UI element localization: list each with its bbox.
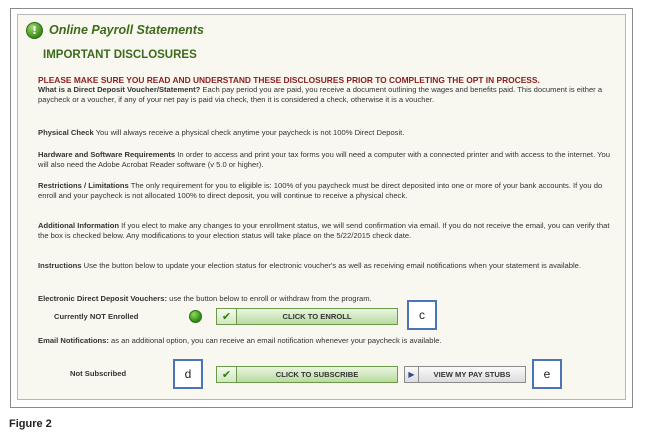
subscribe-button-label: CLICK TO SUBSCRIBE (275, 370, 359, 379)
check-icon: ✔ (217, 309, 237, 324)
disclosure-text: You will always receive a physical check anytime your paycheck is not 100% Direct Deposit. (93, 128, 405, 137)
disclosure-text: Use the button below to update your election status for electronic voucher's as well as receiving email notifications when your statement is available. (81, 261, 581, 270)
check-icon: ✔ (217, 367, 237, 382)
disclosure-email (38, 336, 613, 346)
enroll-status-label: Currently NOT Enrolled (54, 312, 139, 321)
disclosure-heading: Restrictions / Limitations (38, 181, 129, 190)
disclosure-heading: Hardware and Software Requirements (38, 150, 176, 159)
disclosure-restrictions (38, 181, 613, 201)
enroll-status-indicator (189, 310, 202, 323)
disclosure-text: The only requirement for you to eligible is: 100% of you paycheck must be direct deposited into one or more of your bank accounts. If you do enroll and your paycheck is not allocated 100% to direct deposit, you will continue to receive a physical check. (38, 181, 603, 200)
callout-c: c (407, 300, 437, 330)
callout-d: d (173, 359, 203, 389)
disclosure-heading: What is a Direct Deposit Voucher/Statement? (38, 85, 201, 94)
subscribe-status-label: Not Subscribed (70, 369, 127, 378)
disclosure-text: Each pay period you are paid, you receive a document outlining the wages and benefits paid. This document is either a paycheck or a voucher, if any of your net pay is paid via check, then it is considered a check, otherwise it is a voucher. (38, 85, 603, 104)
subscribe-button[interactable] (216, 366, 398, 383)
disclosure-text: use the button below to enroll or withdraw from the program. (167, 294, 372, 303)
view-pay-stubs-label: VIEW MY PAY STUBS (433, 370, 511, 379)
disclosure-heading: Additional Information (38, 221, 119, 230)
disclosure-direct-deposit (38, 85, 613, 105)
warning-text: PLEASE MAKE SURE YOU READ AND UNDERSTAND THESE DISCLOSURES PRIOR TO COMPLETING THE OPT IN PROCESS. (38, 75, 540, 85)
arrow-right-icon: ▶ (405, 367, 419, 382)
disclosure-hardware (38, 150, 613, 170)
disclosure-text: as an additional option, you can receive an email notification whenever your paycheck is available. (108, 336, 442, 345)
enroll-button-label: CLICK TO ENROLL (282, 312, 352, 321)
disclosure-physical-check (38, 128, 613, 138)
disclosure-heading: Physical Check (38, 128, 94, 137)
enroll-button[interactable] (216, 308, 398, 325)
disclosure-edv (38, 294, 613, 304)
callout-e: e (532, 359, 562, 389)
panel-header (26, 19, 204, 41)
info-icon: ! (26, 22, 43, 39)
disclosure-text: If you elect to make any changes to your enrollment status, we will send confirmation via email. If you do not receive the email, you can verify that the box is checked below. Any modifications to your election status will take place on the 5/22/2015 check date. (38, 221, 610, 240)
disclosure-heading: Instructions (38, 261, 82, 270)
disclosure-instructions (38, 261, 613, 271)
disclosure-text: In order to access and print your tax forms you will need a computer with a connected printer and with access to the internet. You will also need the Adobe Acrobat Reader software (v 5.0 or higher). (38, 150, 610, 169)
disclosure-heading: Email Notifications: (38, 336, 109, 345)
figure-caption: Figure 2 (9, 418, 52, 430)
section-title: IMPORTANT DISCLOSURES (43, 49, 197, 61)
disclosure-heading: Electronic Direct Deposit Vouchers: (38, 294, 167, 303)
payroll-panel (17, 14, 626, 400)
disclosure-additional (38, 221, 613, 241)
figure-frame (10, 8, 633, 408)
view-pay-stubs-button[interactable] (404, 366, 526, 383)
app-title: Online Payroll Statements (49, 23, 204, 37)
